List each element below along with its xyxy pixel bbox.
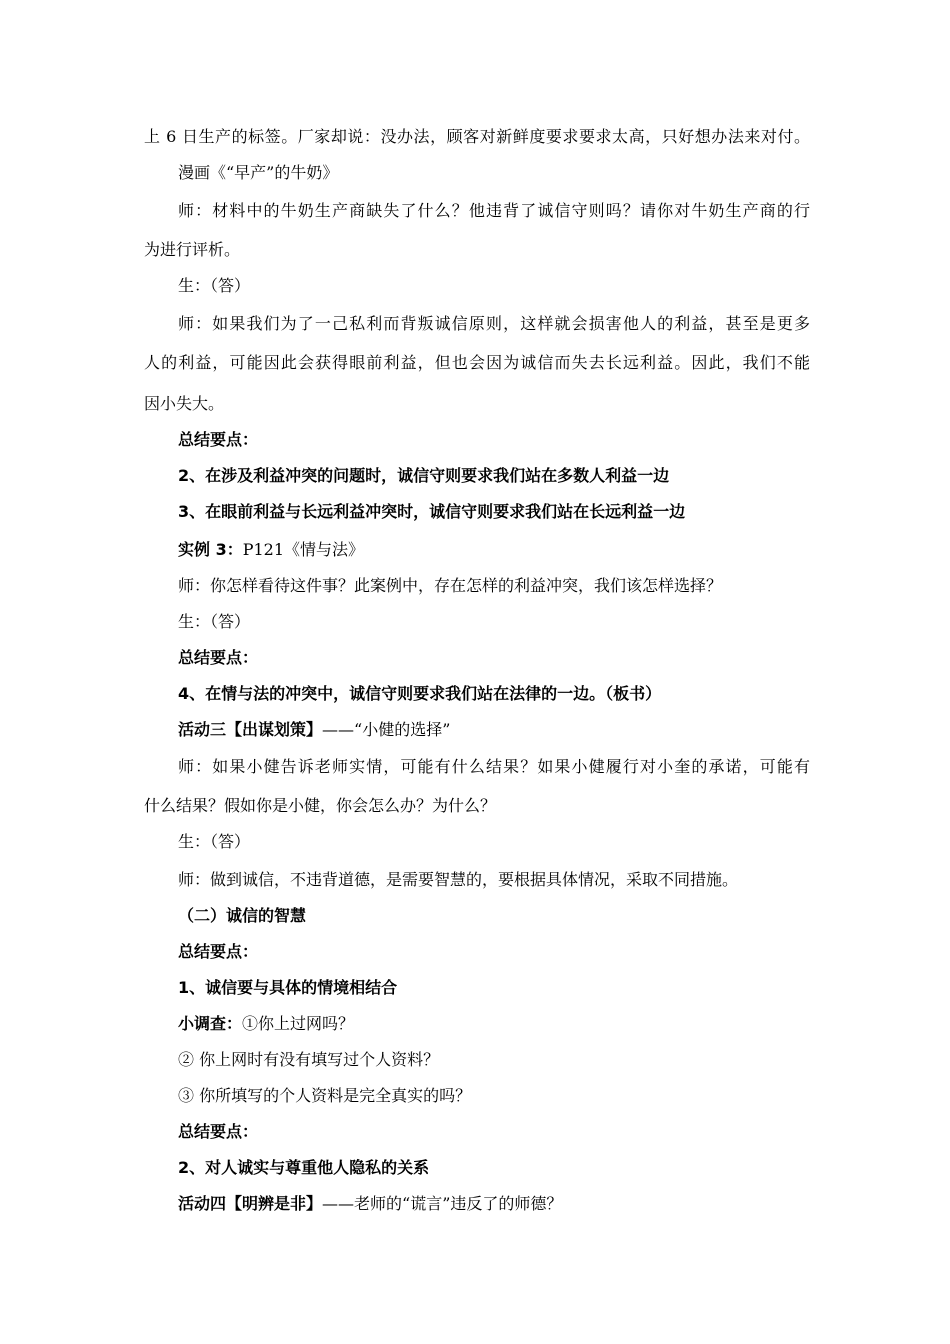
- summary-heading: 总结要点：: [178, 1122, 259, 1141]
- text-line: 师：材料中的牛奶生产商缺失了什么？他违背了诚信守则吗？请你对牛奶生产商的行: [178, 201, 810, 220]
- summary-point: 1、诚信要与具体的情境相结合: [178, 978, 398, 997]
- survey-label: 小调查：: [178, 1014, 243, 1033]
- activity-title: ——老师的“谎言”违反了的师德？: [322, 1194, 563, 1213]
- text-line: 生：（答）: [178, 832, 251, 851]
- summary-heading: 总结要点：: [178, 942, 259, 961]
- activity-heading: [178, 720, 810, 740]
- text-line: 为进行评析。: [144, 240, 241, 259]
- summary-point: 3、在眼前利益与长远利益冲突时，诚信守则要求我们站在长远利益一边: [178, 502, 686, 521]
- text-line: 师：你怎样看待这件事？此案例中，存在怎样的利益冲突，我们该怎样选择？: [178, 576, 723, 595]
- text-line: 什么结果？假如你是小健，你会怎么办？为什么？: [144, 796, 497, 815]
- summary-point: 4、在情与法的冲突中，诚信守则要求我们站在法律的一边。（板书）: [178, 684, 662, 703]
- text-line: 上 6 日生产的标签。厂家却说：没办法，顾客对新鲜度要求要求太高，只好想办法来对付。: [144, 127, 810, 146]
- text-line: 漫画《“早产”的牛奶》: [178, 163, 339, 182]
- text-line: 师：如果小健告诉老师实情，可能有什么结果？如果小健履行对小奎的承诺，可能有: [178, 757, 810, 776]
- activity-heading: [178, 1194, 810, 1214]
- summary-point: 2、对人诚实与尊重他人隐私的关系: [178, 1158, 430, 1177]
- survey-heading: [178, 1014, 810, 1034]
- summary-heading: 总结要点：: [178, 430, 259, 449]
- section-heading: （二）诚信的智慧: [178, 906, 307, 925]
- summary-heading: 总结要点：: [178, 648, 259, 667]
- text-line: 人的利益，可能因此会获得眼前利益，但也会因为诚信而失去长远利益。因此，我们不能: [144, 353, 810, 372]
- example-heading: [178, 540, 810, 560]
- activity-title: ——“小健的选择”: [322, 720, 451, 739]
- text-line: 因小失大。: [144, 394, 225, 413]
- survey-question: ③ 你所填写的个人资料是完全真实的吗？: [178, 1086, 472, 1105]
- example-title: P121《情与法》: [242, 540, 365, 559]
- summary-point: 2、在涉及利益冲突的问题时，诚信守则要求我们站在多数人利益一边: [178, 466, 670, 485]
- text-line: 生：（答）: [178, 612, 251, 631]
- text-line: 师：如果我们为了一己私利而背叛诚信原则，这样就会损害他人的利益，甚至是更多: [178, 314, 810, 333]
- text-line: 生：（答）: [178, 276, 251, 295]
- example-label: 实例 3：: [178, 540, 243, 559]
- survey-question: ①你上过网吗？: [242, 1014, 355, 1033]
- text-line: 师：做到诚信，不违背道德，是需要智慧的，要根据具体情况，采取不同措施。: [178, 870, 739, 889]
- activity-label: 活动四【明辨是非】: [178, 1194, 323, 1213]
- survey-question: ② 你上网时有没有填写过个人资料？: [178, 1050, 440, 1069]
- activity-label: 活动三【出谋划策】: [178, 720, 323, 739]
